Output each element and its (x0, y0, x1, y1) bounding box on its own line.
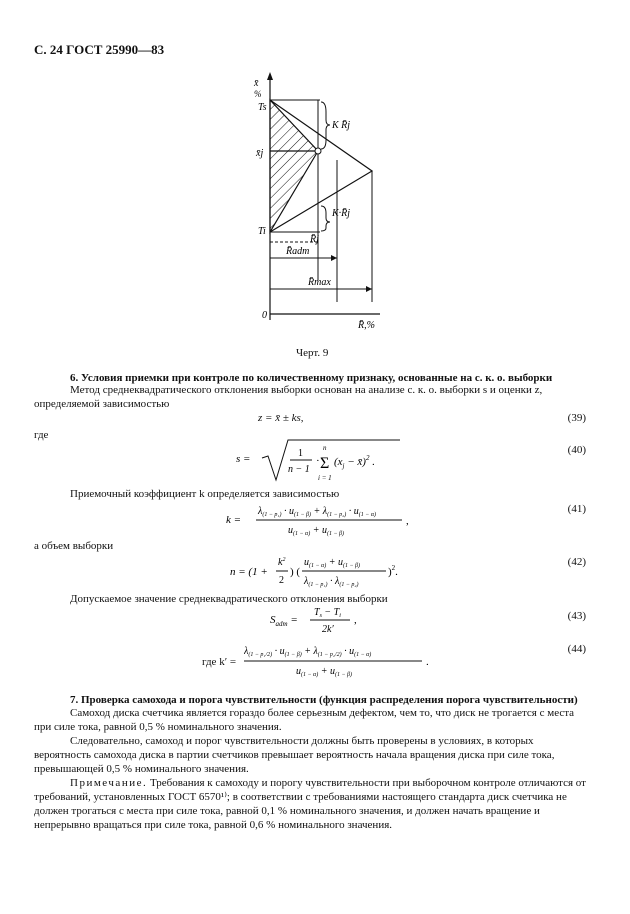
section6-para2: Приемочный коэффициент k определяется зависимостью (70, 488, 340, 500)
svg-text:λ(1 − p₁) · λ(1 − p₂): $\lambda_{(1 - p_1)} \cdot \lambda_{(1 - p_2)}$ (304, 576, 359, 588)
section6-para3: а объем выборки (34, 540, 114, 552)
eq-43-formula (270, 603, 370, 637)
section7-para1: Самоход диска счетчика является гораздо более серьезным дефектом, чем то, что диск не трогается с места при силе тока, равной 0,5 % номинального значения. (34, 707, 575, 733)
brace-top (321, 102, 330, 149)
svg-text:u(1 − α) + u(1 − β): $u_{(1 - \alpha)} + u_{(1 - \beta)}$ (296, 666, 352, 678)
svg-text:Sadm =: $S_{adm}$ = (270, 614, 298, 628)
svg-text:λ(1 − p₁) · u(1 − β) + λ(1 − p: $\lambda_{(1 - p_1)} \cdot u_{(1 - \beta)} + \lambda_{(1 - p_2)} \cdot u_{(1 - \alpha)}$ (258, 506, 376, 518)
eq-44-number: (44) (567, 643, 586, 655)
svg-text:2k′: 2k′ (322, 624, 334, 635)
svg-text:Σ: Σ (320, 455, 330, 472)
svg-text:·: · (316, 455, 320, 467)
svg-text:u(1 − α) + u(1 − β): $u_{(1 - \alpha)} + u_{(1 - \beta)}$ (288, 525, 344, 537)
section7-note (34, 776, 588, 832)
svg-text:u(1 − α) + u(1 − β): $u_{(1 - \alpha)} + u_{(1 - \beta)}$ (304, 557, 360, 569)
y-axis-arrow (267, 72, 273, 80)
svg-text:(xj − x̄)2 .: ($x_j$ − x̄)$^2$ . (334, 454, 375, 470)
label-k-rj-top: K R̄j (332, 120, 351, 131)
svg-text:2: 2 (279, 575, 284, 586)
note-text: Требования к самоходу и порогу чувствительности при выборочном контроле отличаются от требований, установленных ГОСТ 6570¹⁾; в соответствии с требованиями настоящего стандарта диск счетчика не должен трогаться с места при силе тока, равной 0,1 % номинального значения, и должен начать вращение и непрерывно вращаться при силе тока, равной 0,6 % номинального значения. (34, 777, 586, 831)
svg-text:n = (1 +: n = (1 + (230, 566, 268, 578)
svg-text:i = 1: i = 1 (318, 474, 332, 482)
eq-40-formula (230, 436, 410, 484)
label-ts: Ts (258, 102, 267, 113)
svg-text:n − 1: n − 1 (288, 464, 310, 475)
hatched-region (270, 100, 318, 232)
y-axis-label: x̄ (254, 78, 259, 89)
eq-43-number: (43) (567, 610, 586, 622)
label-ti: Ti (258, 226, 266, 237)
svg-text:k =: k = (226, 514, 242, 526)
svg-text:Ts − Ti: $T_s - T_i$ (314, 607, 341, 619)
section7-title: 7. Проверка самохода и порога чувствительности (функция распределения порога чувствительности) (70, 694, 578, 706)
section7-para2: Следовательно, самоход и порог чувствительности должны быть проверены в условиях, в которых вероятность самохода диска в партии счетчиков превышает вероятность начала вращения диска при силе тока, превышающей 0,5 % номинального значения. (34, 735, 555, 775)
eq-42-number: (42) (567, 556, 586, 568)
svg-text:,: , (354, 614, 357, 626)
where-label: где (34, 429, 49, 441)
label-x-axis: R̄,% (358, 320, 375, 331)
eq-39: z = x̄ ± ks, (258, 412, 304, 424)
label-origin: 0 (262, 310, 267, 321)
label-k-rj-bottom: K·R̄j (332, 208, 351, 219)
eq-44-formula (244, 641, 444, 681)
svg-text:1: 1 (298, 448, 303, 459)
svg-text:%: % (254, 89, 262, 99)
mean-point (315, 148, 321, 154)
label-rj: R̄j (310, 234, 319, 245)
svg-text:s =: s = (236, 453, 251, 465)
where-k-label: где k′ = (202, 656, 237, 668)
svg-text:) (: ) ( (290, 566, 301, 578)
brace-bottom (321, 206, 330, 231)
svg-text:k2: $k^2$ (278, 557, 286, 568)
svg-text:n: n (323, 444, 327, 452)
section6-para1: Метод среднеквадратического отклонения выборки основан на анализе с. к. о. выборки s и оценки z, определяемой зависимостью (34, 384, 543, 410)
eq-39-number: (39) (567, 412, 586, 424)
svg-text:.: . (426, 656, 429, 668)
eq-42-formula (230, 553, 410, 593)
eq-40-number: (40) (567, 444, 586, 456)
svg-text:λ(1 − p₁/2) · u(1 − β) + λ(1 −: $\lambda_{(1 - p_1/2)} \cdot u_{(1 - \beta)} + \lambda_{(1 - p_2/2)} \cdot u_{(1 - \alpha)}$ (244, 646, 372, 658)
svg-text:)2.: )$^2$. (388, 564, 398, 578)
svg-text:,: , (406, 515, 409, 527)
eq-41-number: (41) (567, 503, 586, 515)
label-radm: R̄adm (286, 246, 310, 257)
figure-caption: Черт. 9 (296, 347, 329, 359)
section6-title: 6. Условия приемки при контроле по количественному признаку, основанные на с. к. о. выборки (70, 372, 553, 384)
page-header: С. 24 ГОСТ 25990—83 (34, 42, 165, 57)
label-rmax: R̄max (308, 277, 331, 288)
section6-para4: Допускаемое значение среднеквадратического отклонения выборки (70, 593, 388, 605)
figure-chart-9 (240, 70, 400, 340)
label-xj: x̄j (256, 148, 264, 159)
note-label: Примечание. (70, 777, 148, 789)
eq-41-formula (226, 500, 426, 540)
